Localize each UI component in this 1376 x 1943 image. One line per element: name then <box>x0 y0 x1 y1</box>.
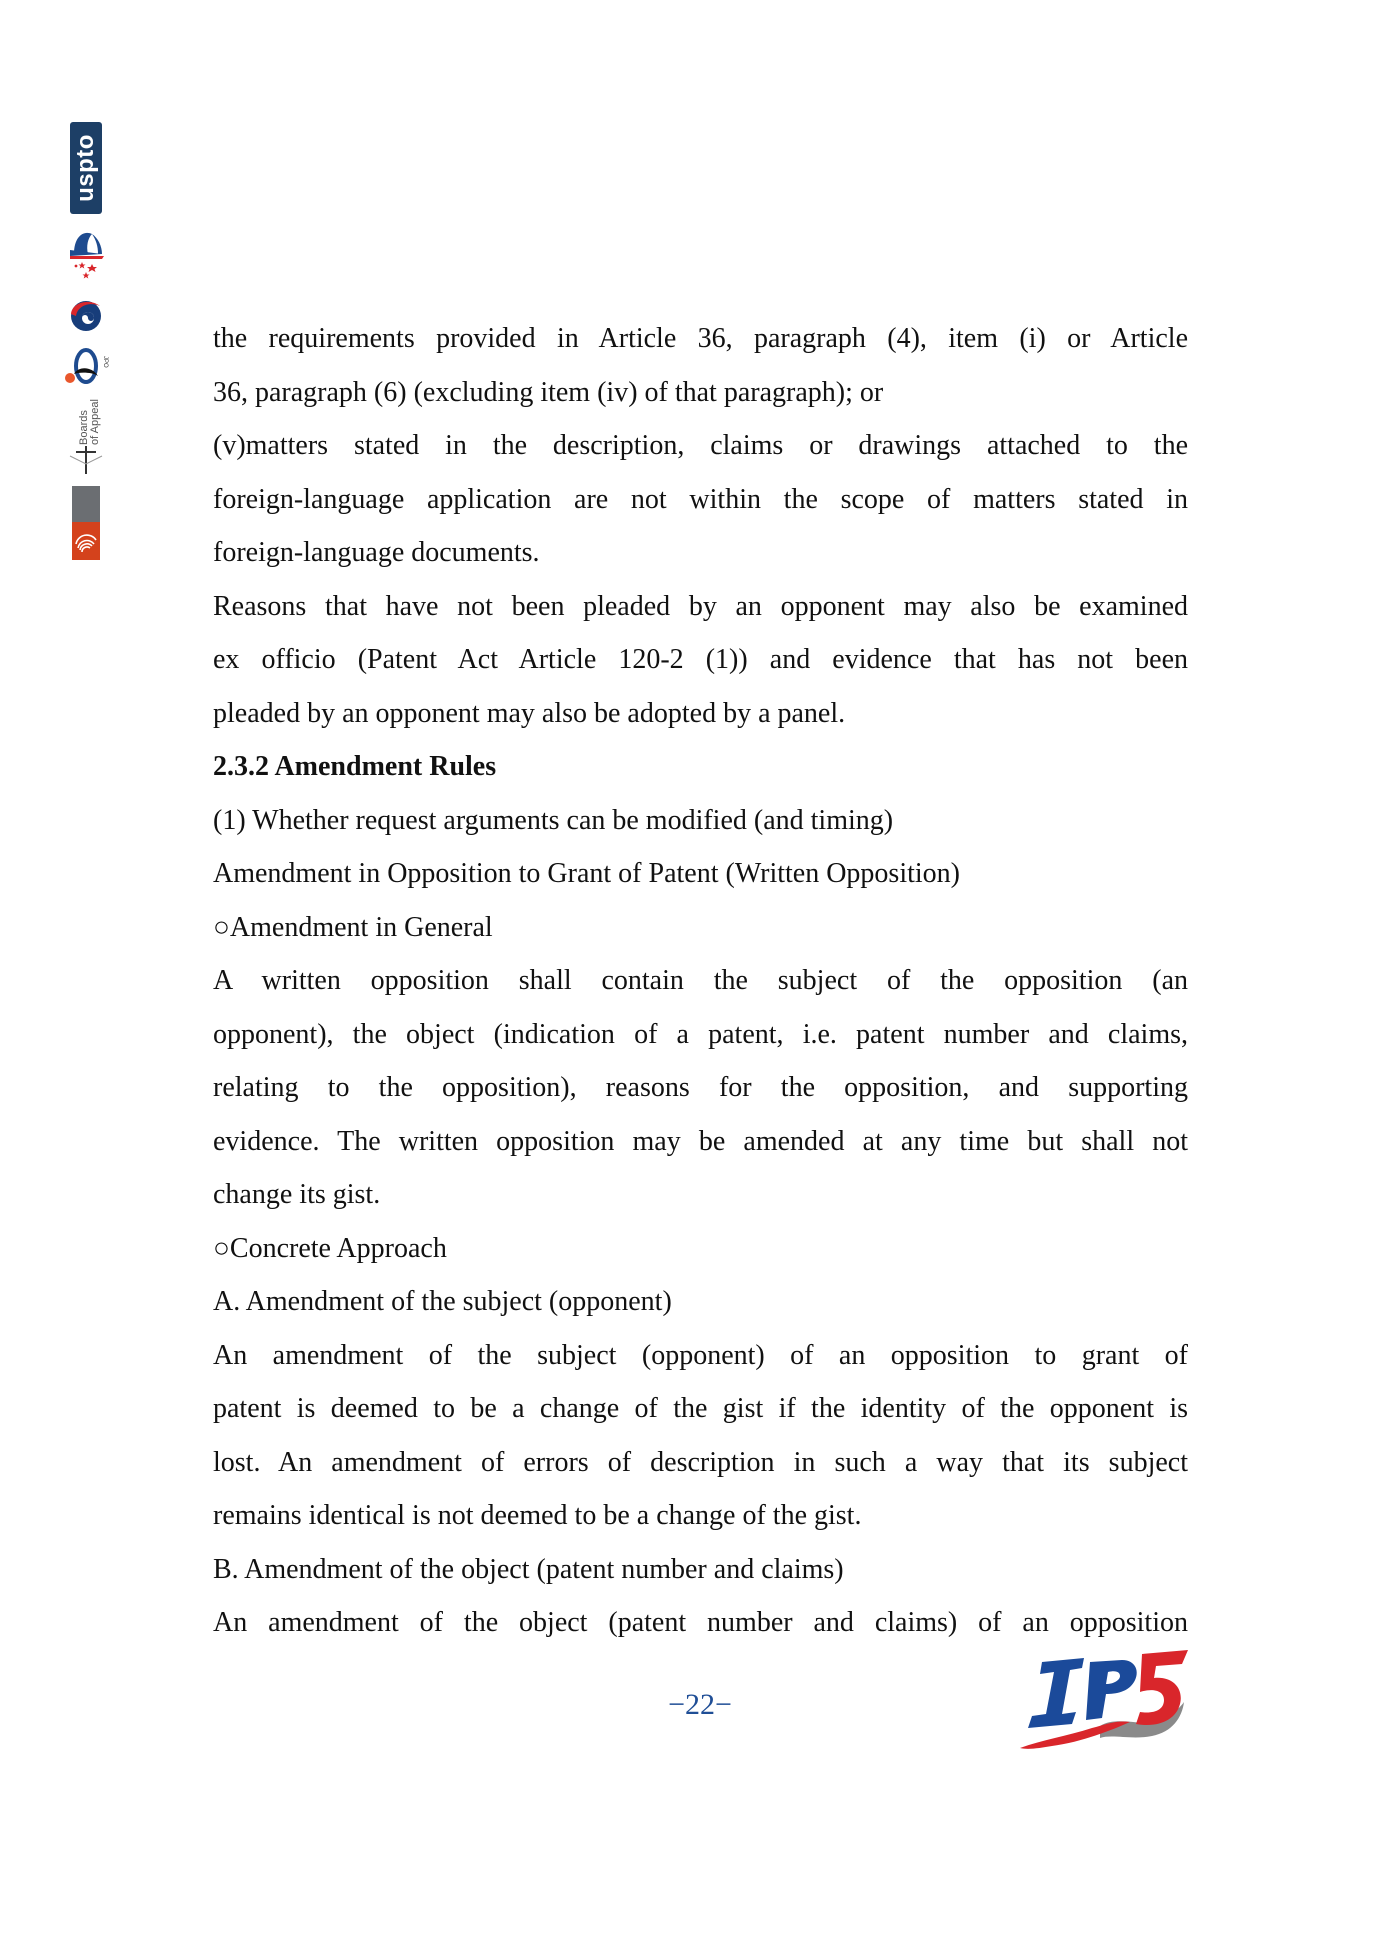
ip5-logo-icon <box>1012 1648 1192 1758</box>
text-line: Amendment in Opposition to Grant of Patent (Written Opposition) <box>213 858 960 889</box>
text-line: B. Amendment of the object (patent number and claims) <box>213 1553 844 1585</box>
text-line: change its gist. <box>213 1179 381 1210</box>
text-line: Reasons that have not been pleaded by an opponent may also be examined <box>213 590 1188 622</box>
boards-of-appeal-logo <box>62 396 110 474</box>
text-line: patent is deemed to be a change of the gist if the identity of the opponent is <box>213 1393 1188 1424</box>
epo-logo-red-panel <box>72 522 100 560</box>
text-line: relating to the opposition), reasons for the opposition, and supporting <box>213 1072 1188 1103</box>
cnipa-logo <box>62 228 110 280</box>
text-line: lost. An amendment of errors of description in such a way that its subject <box>213 1446 1188 1478</box>
page-number: −22− <box>668 1688 732 1721</box>
svg-text:IP5: IP5 <box>1012 1648 1014 1649</box>
bullet-line: ○Amendment in General <box>213 911 493 943</box>
cnipa-icon <box>62 228 110 280</box>
text-line: An amendment of the subject (opponent) of an opposition to grant of <box>213 1339 1188 1371</box>
svg-text:JPO: JPO <box>102 356 108 368</box>
text-line: A. Amendment of the subject (opponent) <box>213 1286 672 1317</box>
text-line: 36, paragraph (6) (excluding item (iv) of that paragraph); or <box>213 376 884 408</box>
text-line: (v)matters stated in the description, claims or drawings attached to the <box>213 430 1188 461</box>
text-line: foreign-language documents. <box>213 537 540 568</box>
uspto-logo <box>62 122 110 214</box>
kipo-icon <box>62 296 110 334</box>
uspto-logo-text: uspto <box>72 134 99 202</box>
text-line: the requirements provided in Article 36, paragraph (4), item (i) or Article <box>213 323 1188 354</box>
boards-of-appeal-line1: Boards <box>78 410 90 445</box>
kipo-logo <box>62 296 110 334</box>
text-line: pleaded by an opponent may also be adopted by a panel. <box>213 697 846 729</box>
text-line: remains identical is not deemed to be a change of the gist. <box>213 1500 862 1531</box>
boards-of-appeal-line2: of Appeal <box>89 399 101 445</box>
jpo-logo <box>62 344 110 388</box>
document-body <box>213 312 1188 1650</box>
text-line: A written opposition shall contain the subject of the opposition (an <box>213 965 1188 996</box>
scales-of-justice-icon <box>62 446 110 476</box>
text-line: (1) Whether request arguments can be modified (and timing) <box>213 804 894 836</box>
ip5-offices-logo-strip <box>62 118 110 563</box>
ip5-logo <box>1012 1648 1192 1758</box>
text-line: An amendment of the object (patent number and claims) of an opposition <box>213 1607 1188 1638</box>
text-line: ex officio (Patent Act Article 120-2 (1)) and evidence that has not been <box>213 644 1188 675</box>
epo-fingerprint-icon <box>72 522 100 560</box>
bullet-line: ○Concrete Approach <box>213 1232 447 1264</box>
text-line: foreign-language application are not within the scope of matters stated in <box>213 483 1188 515</box>
section-heading: 2.3.2 Amendment Rules <box>213 751 497 782</box>
text-line: evidence. The written opposition may be amended at any time but shall not <box>213 1125 1188 1157</box>
jpo-icon <box>62 344 110 388</box>
epo-logo <box>62 486 110 560</box>
text-line: opponent), the object (indication of a patent, i.e. patent number and claims, <box>213 1018 1188 1050</box>
boards-of-appeal-text <box>79 399 101 445</box>
epo-logo-gray-panel <box>72 486 100 522</box>
